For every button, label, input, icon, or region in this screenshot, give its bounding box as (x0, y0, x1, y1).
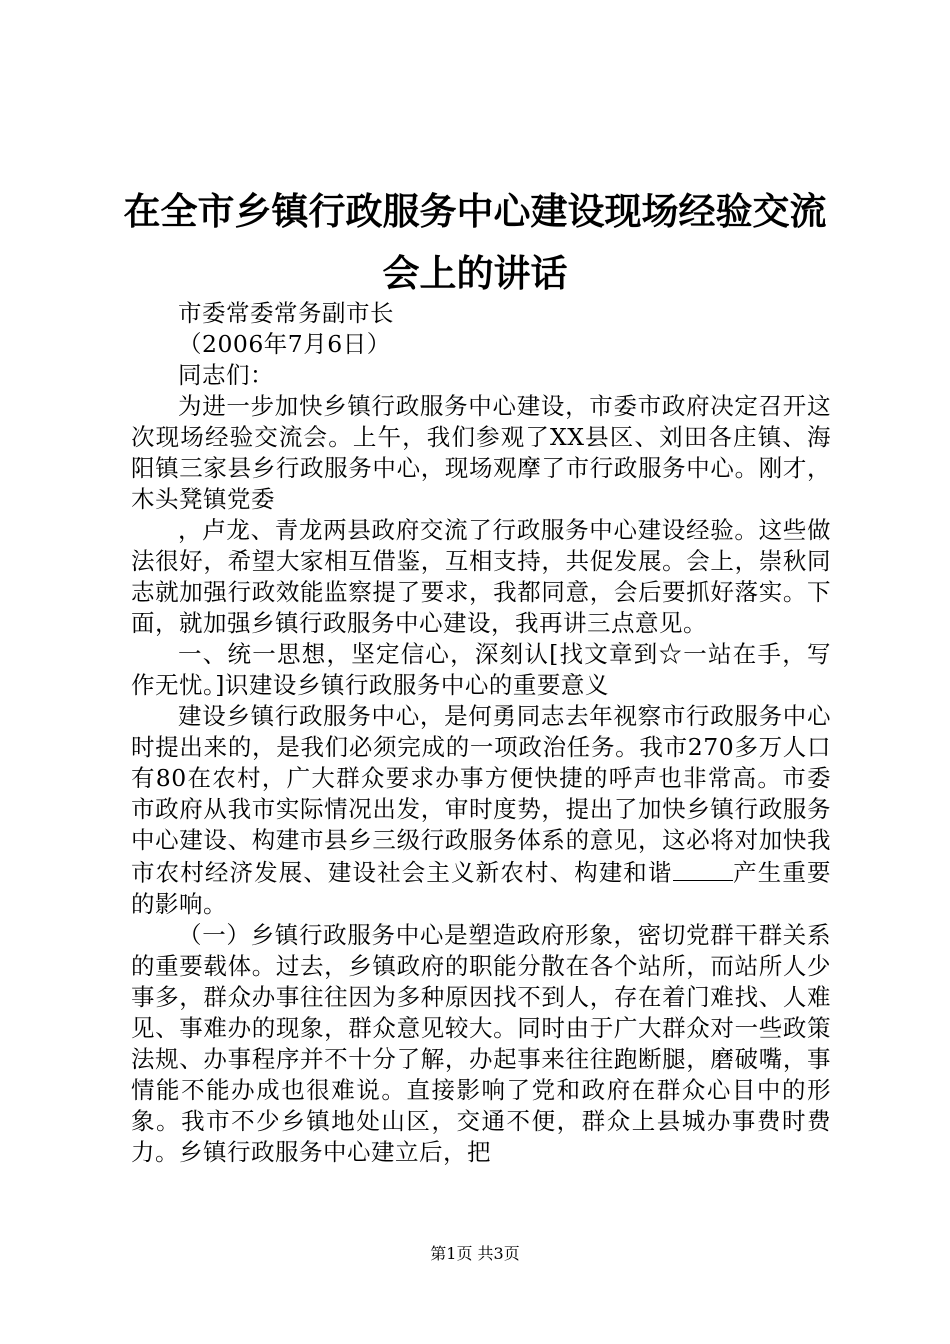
section-heading: 一、统一思想，坚定信心，深刻认[找文章到☆一站在手，写作无忧。]识建设乡镇行政服务中心的重要意义 (131, 640, 831, 699)
blank-underline (673, 856, 733, 881)
date-line: （2006年7月6日） (178, 330, 391, 358)
paragraph (131, 701, 831, 920)
document-title: 在全市乡镇行政服务中心建设现场经验交流会上的讲话 (123, 189, 827, 295)
paragraph: ，卢龙、青龙两县政府交流了行政服务中心建设经验。这些做法很好，希望大家相互借鉴，互相支持，共促发展。会上，崇秋同志就加强行政效能监察提了要求，我都同意，会后要抓好落实。下面，就加强乡镇行政服务中心建设，我再讲三点意见。 (131, 516, 831, 637)
paragraph: （一）乡镇行政服务中心是塑造政府形象，密切党群干群关系的重要载体。过去，乡镇政府的职能分散在各个站所，而站所人少事多，群众办事往往因为多种原因找不到人，存在着门难找、人难见、事难办的现象，群众意见较大。同时由于广大群众对一些政策法规、办事程序并不十分了解，办起事来往往跑断腿，磨破嘴，事情能不能办成也很难说。直接影响了党和政府在群众心目中的形象。我市不少乡镇地处山区，交通不便，群众上县城办事费时费力。乡镇行政服务中心建立后，把 (131, 920, 831, 1166)
salutation: 同志们： (178, 361, 274, 389)
paragraph: 为进一步加快乡镇行政服务中心建设，市委市政府决定召开这次现场经验交流会。上午，我们参观了XX县区、刘田各庄镇、海阳镇三家县乡行政服务中心，现场观摩了市行政服务中心。刚才，木头凳镇党委 (131, 392, 831, 513)
paragraph-text-continued: 产生重要的影响。 (131, 858, 832, 918)
page-footer: 第1页 共3页 (430, 1244, 520, 1263)
speaker-line: 市委常委常务副市长 (178, 299, 394, 327)
document-body (131, 298, 831, 1168)
paragraph-text: 建设乡镇行政服务中心，是何勇同志去年视察市行政服务中心时提出来的，是我们必须完成的一项政治任务。我市270多万人口有80在农村，广大群众要求办事方便快捷的呼声也非常高。市委市政府从我市实际情况出发，审时度势，提出了加快乡镇行政服务中心建设、构建市县乡三级行政服务体系的意见，这必将对加快我市农村经济发展、建设社会主义新农村、构建和谐 (131, 702, 831, 887)
